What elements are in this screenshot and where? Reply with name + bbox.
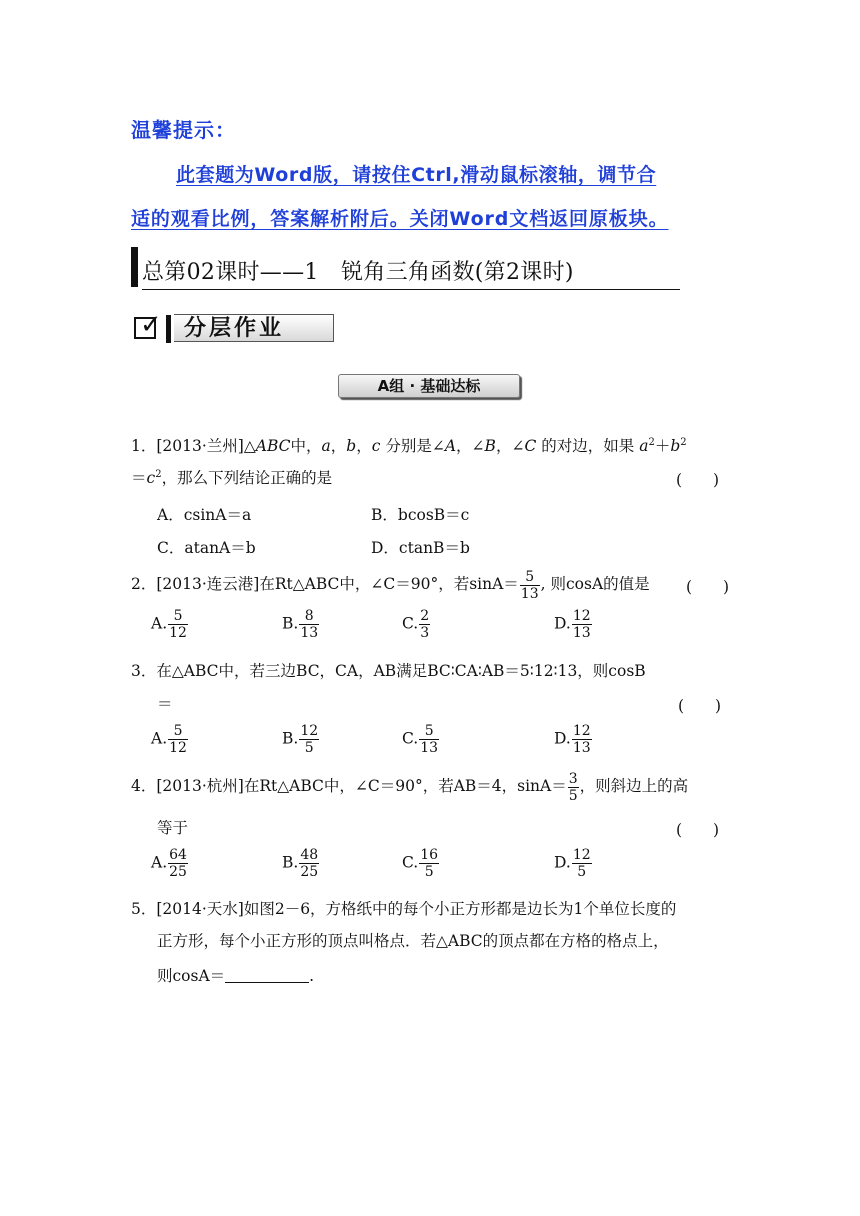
question-1-line-2: $=c^2$，那么下列结论正确的是 xyxy=(131,469,333,487)
question-3-option-c: C. $\frac{5}{13}$ xyxy=(402,723,439,756)
question-3-option-b: B. $\frac{12}{5}$ xyxy=(282,723,319,756)
answer-paren-1[interactable]: ( ) xyxy=(676,471,720,489)
question-2-stem: 2．[2013·连云港]在Rt△ABC中，∠C＝90°，若sinA＝ $\frac{5}{13}$ , 则cosA的值是 xyxy=(131,568,650,602)
question-4-option-d: D. $\frac{12}{5}$ xyxy=(554,847,591,880)
question-4-option-a: A. $\frac{64}{25}$ xyxy=(151,847,187,880)
question-2-option-d: D. $\frac{12}{13}$ xyxy=(554,608,591,641)
question-1-option-c: C．atanA＝b xyxy=(157,539,256,557)
tip-line-2: 适的观看比例，答案解析附后。关闭Word文档返回原板块。 xyxy=(131,208,669,230)
question-3-line-1: 3．在△ABC中，若三边BC，CA，AB满足BC∶CA∶AB＝5∶12∶13，则cosB xyxy=(131,662,646,680)
question-4-line-2: 等于 xyxy=(157,819,189,837)
question-4-stem: 4．[2013·杭州]在Rt△ABC中，∠C＝90°，若AB＝4，sinA＝ $\frac{3}{5}$ ，则斜边上的高 xyxy=(131,770,689,804)
question-3-line-2: ＝ xyxy=(157,695,173,713)
question-4-option-c: C. $\frac{16}{5}$ xyxy=(402,847,439,880)
question-1-option-d: D．ctanB＝b xyxy=(371,539,470,557)
question-2-option-a: A. $\frac{5}{12}$ xyxy=(151,608,187,641)
question-1-option-b: B．bcosB＝c xyxy=(371,506,470,524)
question-4-option-b: B. $\frac{48}{25}$ xyxy=(282,847,319,880)
checkbox-icon xyxy=(134,310,162,340)
question-2-option-c: C. $\frac{2}{3}$ xyxy=(402,608,430,641)
question-3-option-d: D. $\frac{12}{13}$ xyxy=(554,723,591,756)
tip-title: 温馨提示： xyxy=(131,118,236,142)
fraction: $\frac{5}{13}$ xyxy=(520,568,539,602)
section-bar xyxy=(166,315,171,343)
answer-paren-4[interactable]: ( ) xyxy=(676,821,720,839)
question-1-option-a: A．csinA＝a xyxy=(157,506,252,524)
answer-paren-3[interactable]: ( ) xyxy=(678,697,722,715)
question-5-line-1: 5．[2014·天水]如图2－6，方格纸中的每个小正方形都是边长为1个单位长度的 xyxy=(131,900,677,918)
question-2-option-b: B. $\frac{8}{13}$ xyxy=(282,608,319,641)
question-1-line-1: 1．[2013·兰州]△ABC中，a，b，c 分别是∠A，∠B，∠C 的对边，如果 $a^2+b^2$ xyxy=(131,437,687,455)
question-5-line-3: 则cosA＝ . xyxy=(157,967,315,985)
answer-paren-2[interactable]: ( ) xyxy=(686,578,730,596)
tip-line-1: 此套题为Word版，请按住Ctrl,滑动鼠标滚轴，调节合 xyxy=(176,164,657,186)
question-5-line-2: 正方形，每个小正方形的顶点叫格点．若△ABC的顶点都在方格的格点上， xyxy=(157,932,669,950)
lesson-title-bar xyxy=(131,247,138,287)
group-badge: A组 · 基础达标 xyxy=(338,374,520,398)
lesson-title: 总第02课时——1 锐角三角函数(第2课时) xyxy=(142,259,680,290)
section-label: 分层作业 xyxy=(184,316,285,341)
checkmark-icon: ✓ xyxy=(140,310,162,340)
question-3-option-a: A. $\frac{5}{12}$ xyxy=(151,723,187,756)
section-box xyxy=(174,314,334,342)
fraction: $\frac{3}{5}$ xyxy=(568,770,578,804)
answer-blank[interactable] xyxy=(225,968,309,983)
